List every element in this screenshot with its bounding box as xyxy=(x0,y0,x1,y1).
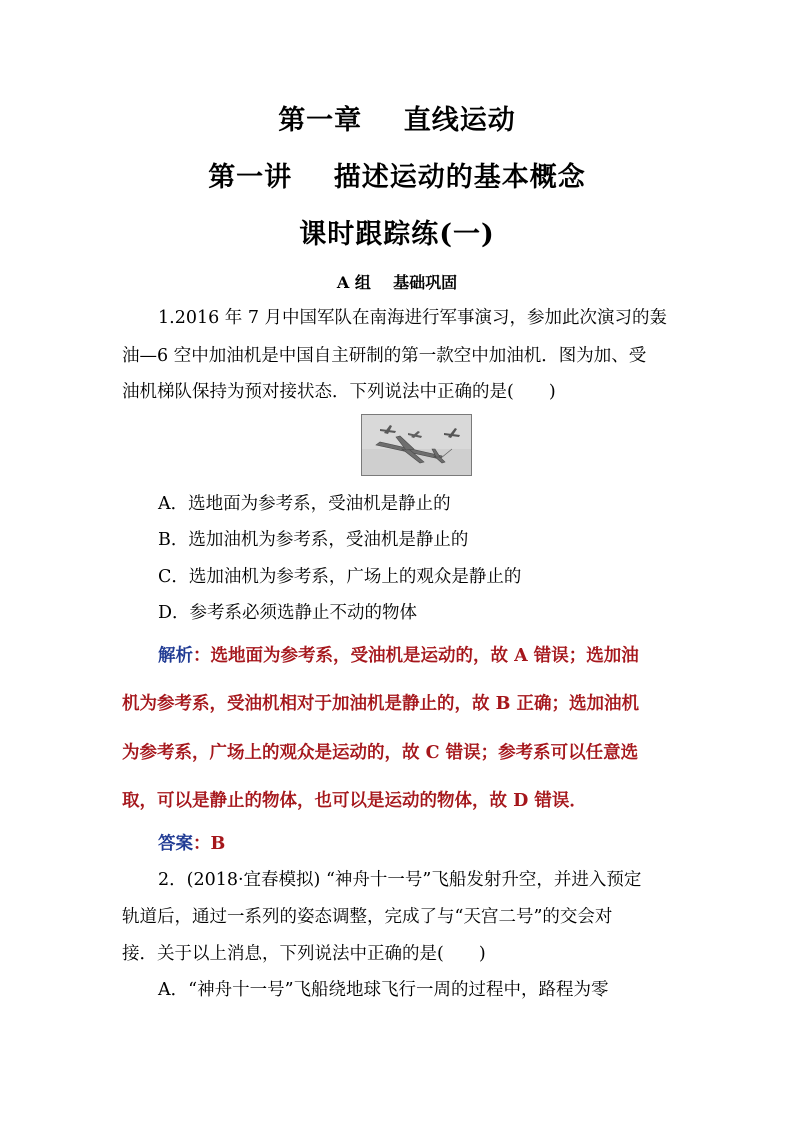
exercise-title: 课时跟踪练(一) xyxy=(299,219,495,250)
q2-line-3: 接．关于以上消息，下列说法中正确的是( ) xyxy=(122,944,486,964)
refueling-aircraft-figure xyxy=(361,414,472,476)
q1-line-2: 油—6 空中加油机是中国自主研制的第一款空中加油机．图为加、受 xyxy=(122,346,647,366)
q1-option-a: A．选地面为参考系，受油机是静止的 xyxy=(158,494,451,514)
q2-line-2: 轨道后，通过一系列的姿态调整，完成了与“天宫二号”的交会对 xyxy=(122,907,613,927)
analysis-label: 解析 xyxy=(158,646,193,666)
chapter-title: 第一章 直线运动 xyxy=(278,105,516,136)
lecture-title: 第一讲 描述运动的基本概念 xyxy=(208,162,586,193)
q1-analysis-line-3: 为参考系，广场上的观众是运动的，故 C 错误；参考系可以任意选 xyxy=(122,743,639,763)
q1-answer xyxy=(158,830,225,855)
q2-line-1: 2．(2018·宜春模拟) “神舟十一号”飞船发射升空，并进入预定 xyxy=(158,870,642,890)
q1-option-d: D．参考系必须选静止不动的物体 xyxy=(158,603,418,623)
q1-line-1: 1.2016 年 7 月中国军队在南海进行军事演习，参加此次演习的轰 xyxy=(158,308,668,328)
q1-option-b: B．选加油机为参考系，受油机是静止的 xyxy=(158,530,469,550)
answer-value: ：B xyxy=(193,834,226,854)
analysis-text-1: ：选地面为参考系，受油机是运动的，故 A 错误；选加油 xyxy=(193,646,639,666)
answer-label: 答案 xyxy=(158,834,193,854)
q1-analysis-line-1 xyxy=(158,642,639,667)
q2-option-a: A．“神舟十一号”飞船绕地球飞行一周的过程中，路程为零 xyxy=(158,980,609,1000)
aircraft-image xyxy=(362,415,471,475)
q1-option-c: C．选加油机为参考系，广场上的观众是静止的 xyxy=(158,567,522,587)
q1-analysis-line-2: 机为参考系，受油机相对于加油机是静止的，故 B 正确；选加油机 xyxy=(122,694,639,714)
q1-line-3: 油机梯队保持为预对接状态．下列说法中正确的是( ) xyxy=(122,382,556,402)
group-heading: A 组 基础巩固 xyxy=(336,273,458,292)
q1-analysis-line-4: 取，可以是静止的物体，也可以是运动的物体，故 D 错误． xyxy=(122,791,587,811)
